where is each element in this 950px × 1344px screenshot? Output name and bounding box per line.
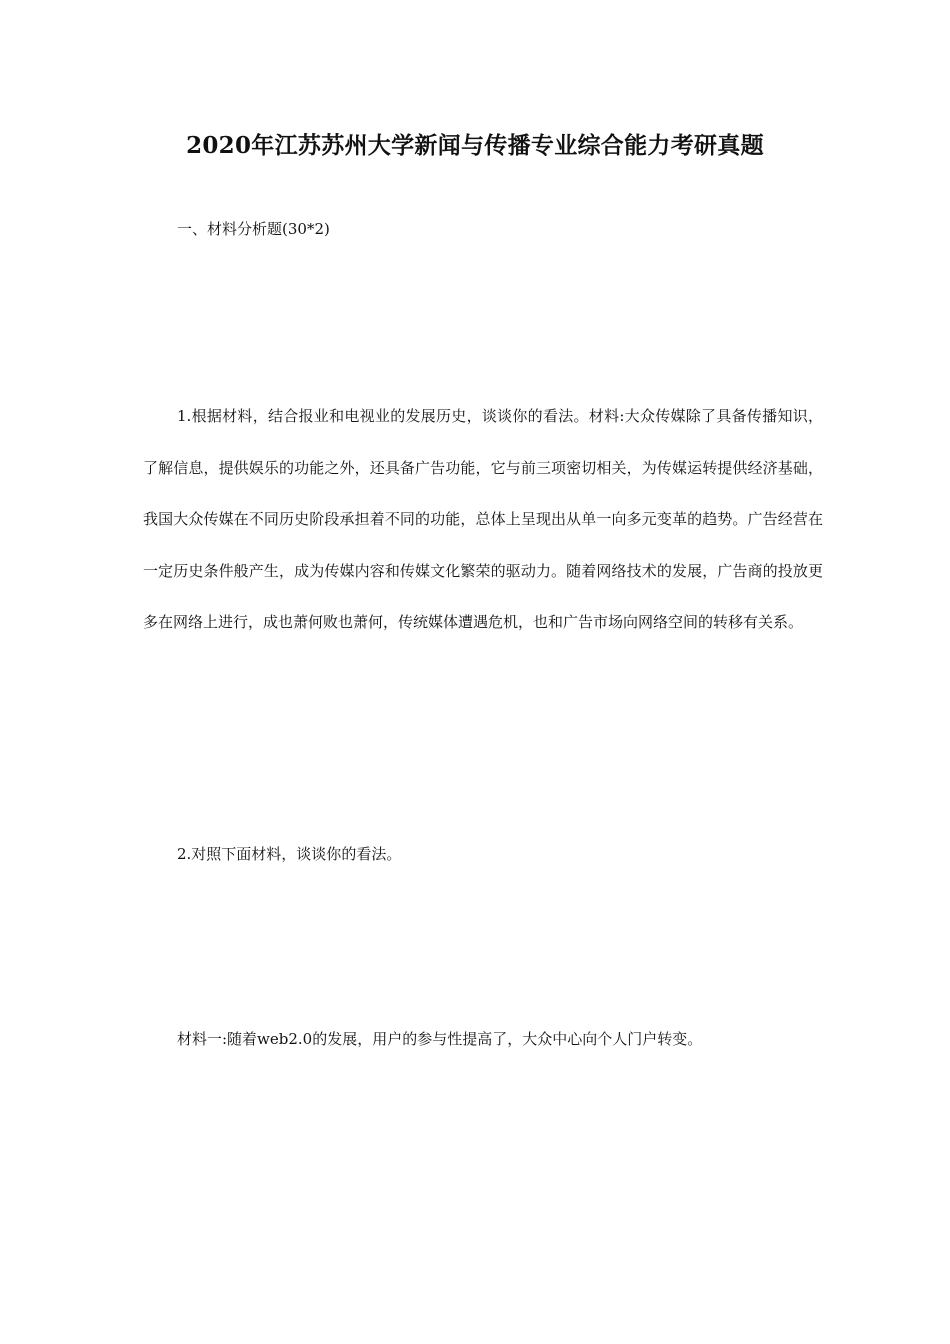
material-1-paragraph: 材料一:随着web2.0的发展，用户的参与性提高了，大众中心向个人门户转变。: [177, 1030, 703, 1048]
page-title: 2020年江苏苏州大学新闻与传播专业综合能力考研真题: [186, 132, 764, 159]
question-1-paragraph: 1.根据材料，结合报业和电视业的发展历史，谈谈你的看法。材料:大众传媒除了具备传播知识，了解信息，提供娱乐的功能之外，还具备广告功能，它与前三项密切相关，为传媒运转提供经济基础，我国大众传媒在不同历史阶段承担着不同的功能，总体上呈现出从单一向多元变革的趋势。广告经营在一定历史条件般产生，成为传媒内容和传媒文化繁荣的驱动力。随着网络技术的发展，广告商的投放更多在网络上进行，成也萧何败也萧何，传统媒体遭遇危机，也和广告市场向网络空间的转移有关系。: [143, 407, 823, 631]
section-heading: 一、材料分析题(30*2): [177, 220, 330, 238]
question-2-paragraph: 2.对照下面材料，谈谈你的看法。: [177, 845, 402, 863]
